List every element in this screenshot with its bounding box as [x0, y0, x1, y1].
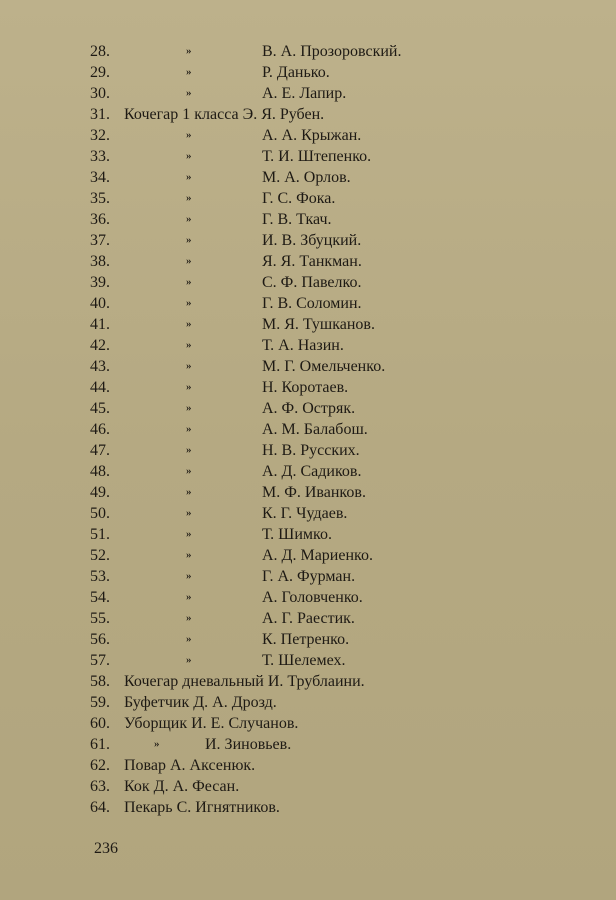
ditto-mark: » — [154, 738, 160, 750]
ditto-mark: » — [186, 570, 192, 582]
list-item — [0, 62, 616, 83]
crew-name: А. Е. Лапир. — [262, 85, 347, 102]
item-text: Повар А. Аксенюк. — [124, 757, 256, 774]
crew-name: Р. Данько. — [262, 64, 330, 81]
list-item — [0, 41, 616, 62]
list-item — [0, 419, 616, 440]
crew-name: М. Ф. Иванков. — [262, 484, 366, 501]
crew-name: А. Д. Мариенко. — [262, 547, 373, 564]
ditto-mark: » — [186, 87, 192, 99]
crew-name: А. Головченко. — [262, 589, 363, 606]
list-item — [0, 251, 616, 272]
item-number: 31. — [90, 106, 110, 123]
ditto-mark: » — [186, 171, 192, 183]
item-number: 33. — [90, 148, 110, 165]
item-number: 41. — [90, 316, 110, 333]
item-number: 28. — [90, 43, 110, 60]
list-item — [0, 692, 616, 713]
item-number: 32. — [90, 127, 110, 144]
item-number: 56. — [90, 631, 110, 648]
list-item — [0, 482, 616, 503]
crew-name: Н. В. Русских. — [262, 442, 360, 459]
item-number: 35. — [90, 190, 110, 207]
list-item — [0, 398, 616, 419]
list-item — [0, 167, 616, 188]
item-number: 45. — [90, 400, 110, 417]
crew-name: А. М. Балабош. — [262, 421, 368, 438]
item-number: 53. — [90, 568, 110, 585]
ditto-mark: » — [186, 591, 192, 603]
list-item — [0, 629, 616, 650]
item-number: 52. — [90, 547, 110, 564]
ditto-mark: » — [186, 66, 192, 78]
crew-name: Г. С. Фока. — [262, 190, 336, 207]
ditto-mark: » — [186, 129, 192, 141]
item-number: 47. — [90, 442, 110, 459]
item-number: 57. — [90, 652, 110, 669]
list-item — [0, 377, 616, 398]
item-text: Уборщик И. Е. Случанов. — [124, 715, 299, 732]
crew-name: М. Г. Омельченко. — [262, 358, 386, 375]
ditto-mark: » — [186, 339, 192, 351]
item-number: 40. — [90, 295, 110, 312]
list-item — [0, 797, 616, 818]
item-number: 30. — [90, 85, 110, 102]
ditto-mark: » — [186, 402, 192, 414]
crew-name: К. Г. Чудаев. — [262, 505, 348, 522]
item-number: 48. — [90, 463, 110, 480]
list-item — [0, 314, 616, 335]
crew-name: А. А. Крыжан. — [262, 127, 362, 144]
list-item — [0, 272, 616, 293]
list-item — [0, 125, 616, 146]
ditto-mark: » — [186, 549, 192, 561]
crew-name: Т. Шелемех. — [262, 652, 346, 669]
item-number: 46. — [90, 421, 110, 438]
list-item — [0, 209, 616, 230]
ditto-mark: » — [186, 213, 192, 225]
item-text: Кочегар 1 класса Э. Я. Рубен. — [124, 106, 325, 123]
item-number: 54. — [90, 589, 110, 606]
item-number: 44. — [90, 379, 110, 396]
ditto-mark: » — [186, 444, 192, 456]
item-number: 42. — [90, 337, 110, 354]
item-number: 36. — [90, 211, 110, 228]
item-number: 64. — [90, 799, 110, 816]
list-item — [0, 524, 616, 545]
list-item — [0, 83, 616, 104]
item-number: 61. — [90, 736, 110, 753]
crew-name: А. Ф. Остряк. — [262, 400, 356, 417]
crew-name: М. Я. Тушканов. — [262, 316, 375, 333]
ditto-mark: » — [186, 423, 192, 435]
crew-name: В. А. Прозоровский. — [262, 43, 402, 60]
list-item — [0, 230, 616, 251]
crew-name: Я. Я. Танкман. — [262, 253, 362, 270]
item-text: Буфетчик Д. А. Дрозд. — [124, 694, 277, 711]
crew-name: С. Ф. Павелко. — [262, 274, 362, 291]
item-number: 34. — [90, 169, 110, 186]
list-item — [0, 440, 616, 461]
item-number: 62. — [90, 757, 110, 774]
ditto-mark: » — [186, 318, 192, 330]
ditto-mark: » — [186, 528, 192, 540]
ditto-mark: » — [186, 654, 192, 666]
list-item — [0, 146, 616, 167]
list-item — [0, 713, 616, 734]
list-item — [0, 671, 616, 692]
ditto-mark: » — [186, 381, 192, 393]
crew-name: Т. А. Назин. — [262, 337, 344, 354]
list-item — [0, 356, 616, 377]
crew-name: К. Петренко. — [262, 631, 350, 648]
item-number: 49. — [90, 484, 110, 501]
ditto-mark: » — [186, 192, 192, 204]
item-number: 55. — [90, 610, 110, 627]
crew-name: Г. В. Соломин. — [262, 295, 362, 312]
ditto-mark: » — [186, 255, 192, 267]
list-item — [0, 104, 616, 125]
item-number: 43. — [90, 358, 110, 375]
item-number: 60. — [90, 715, 110, 732]
crew-name: Г. А. Фурман. — [262, 568, 356, 585]
list-item — [0, 335, 616, 356]
ditto-mark: » — [186, 276, 192, 288]
crew-name: А. Г. Раестик. — [262, 610, 355, 627]
item-number: 50. — [90, 505, 110, 522]
ditto-mark: » — [186, 486, 192, 498]
item-number: 38. — [90, 253, 110, 270]
item-text: Пекарь С. Игнятников. — [124, 799, 280, 816]
ditto-mark: » — [186, 297, 192, 309]
item-number: 58. — [90, 673, 110, 690]
crew-name: Н. Коротаев. — [262, 379, 349, 396]
item-number: 37. — [90, 232, 110, 249]
crew-list — [0, 41, 616, 818]
crew-name: Т. И. Штепенко. — [262, 148, 372, 165]
list-item — [0, 293, 616, 314]
crew-name: Т. Шимко. — [262, 526, 332, 543]
ditto-mark: » — [186, 633, 192, 645]
ditto-mark: » — [186, 45, 192, 57]
ditto-mark: » — [186, 234, 192, 246]
list-item — [0, 566, 616, 587]
list-item — [0, 650, 616, 671]
item-text: Кок Д. А. Фесан. — [124, 778, 240, 795]
list-item — [0, 545, 616, 566]
list-item — [0, 755, 616, 776]
list-item — [0, 734, 616, 755]
item-text: Кочегар дневальный И. Трублаини. — [124, 673, 365, 690]
crew-name: И. Зиновьев. — [205, 736, 292, 753]
ditto-mark: » — [186, 150, 192, 162]
ditto-mark: » — [186, 360, 192, 372]
crew-name: И. В. Збуцкий. — [262, 232, 362, 249]
item-number: 63. — [90, 778, 110, 795]
list-item — [0, 776, 616, 797]
list-item — [0, 587, 616, 608]
crew-name: М. А. Орлов. — [262, 169, 351, 186]
ditto-mark: » — [186, 612, 192, 624]
item-number: 59. — [90, 694, 110, 711]
list-item — [0, 461, 616, 482]
item-number: 29. — [90, 64, 110, 81]
page-number: 236 — [94, 840, 118, 857]
list-item — [0, 608, 616, 629]
list-item — [0, 503, 616, 524]
item-number: 51. — [90, 526, 110, 543]
item-number: 39. — [90, 274, 110, 291]
ditto-mark: » — [186, 507, 192, 519]
ditto-mark: » — [186, 465, 192, 477]
crew-name: Г. В. Ткач. — [262, 211, 332, 228]
crew-name: А. Д. Садиков. — [262, 463, 362, 480]
list-item — [0, 188, 616, 209]
